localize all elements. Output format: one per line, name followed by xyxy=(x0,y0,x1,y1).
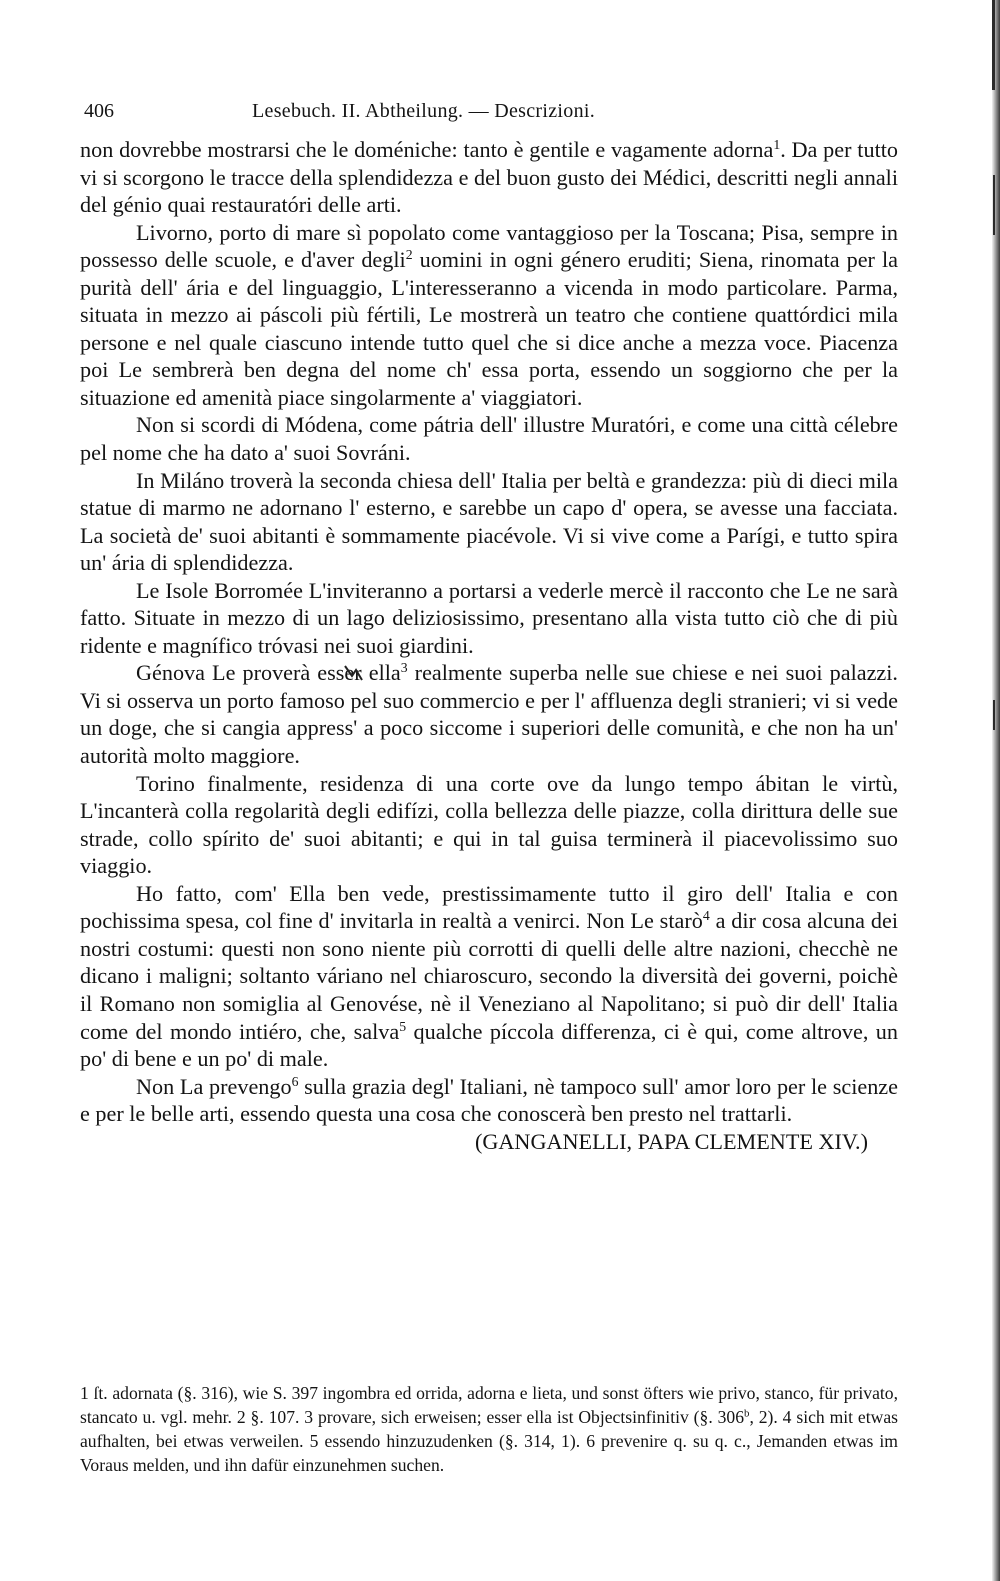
text-run: uomini in ogni género eruditi; Siena, rinomata per la purità dell' ária e del linguaggio, L'interesseranno a vicenda in modo particolare. Parma, situata in mezzo ai páscoli più fértili, Le mostrerà un teatro che contiene quattórdici mila persone e nel quale ciascuno intende tutto quel che si dice anche a mezza voce. Piacenza poi Le sembrerà ben degna del nome ch' essa porta, essendo un soggiorno che per la situazione ed amenità piace singolarmente a' viaggiatori. xyxy=(80,247,899,410)
text-run: Non si scordi di Módena, come pátria dell' illustre Muratóri, e come una città célebre pel nome che ha dato a' suoi Sovráni. xyxy=(80,412,898,466)
footnote-ref: 3 xyxy=(400,660,408,676)
body-text xyxy=(80,136,898,1155)
footnote-ref: 5 xyxy=(399,1018,407,1034)
page-number: 406 xyxy=(84,100,114,122)
footnote-ref: 6 xyxy=(291,1073,299,1089)
text-run: qualche píccola differenza, ci è qui, come altrove, un po' di bene e un po' di male. xyxy=(80,1018,898,1072)
text-run: Le Isole Borromée L'inviteranno a portarsi a vederle mercè il racconto che Le ne sarà fatto. Situate in mezzo di un lago deliziosissimo, presentano alla vista tutto ciò che di più ridente e magnífico tróvasi nei suoi giardini. xyxy=(80,577,898,658)
paragraph-list xyxy=(80,136,898,1128)
text-run: Torino finalmente, residenza di una corte ove da lungo tempo ábitan le virtù, L'incanterà colla regolarità degli edifízi, colla bellezza delle piazze, colla dirittura delle sue strade, collo spírito de' suoi abitanti; e qui in tal guisa terminerà il piacevolissimo suo viaggio. xyxy=(80,770,898,879)
text-run: Non La prevengo xyxy=(136,1073,292,1099)
text-run: sulla grazia degl' Italiani, nè tampoco sull' amor loro per le scienze e per le belle arti, essendo questa una cosa che conoscerà ben presto nel trattarli. xyxy=(80,1073,898,1127)
page-header xyxy=(84,96,904,126)
margin-mark xyxy=(993,175,995,235)
page-edge-shadow xyxy=(992,0,1000,1581)
margin-mark xyxy=(992,0,995,90)
margin-mark xyxy=(993,700,995,730)
footnote-ref: 4 xyxy=(702,908,710,924)
paragraph xyxy=(80,219,898,412)
text-run: In Miláno troverà la seconda chiesa dell' Italia per beltà e grandezza: più di dieci mila statue di marmo ne adornano l' esterno, e sarebbe un capo d' opera, se avesse una facciata. La società de' suoi abitanti è sommamente piacévole. Vi si vive come a Parígi, e tutto spira un' ária di splendidezza. xyxy=(80,467,898,576)
paragraph xyxy=(80,770,898,880)
text-run: realmente superba nelle sue chiese e nei suoi palazzi. Vi si osserva un porto famoso pel suo commercio e per l' affluenza degli stranieri; vi si vede un doge, che si cangia appress' a poco siccome i superiori delle comunità, e che non ha un' autorità molto maggiore. xyxy=(80,660,898,769)
footnotes xyxy=(80,1381,898,1477)
paragraph xyxy=(80,136,898,219)
text-run: 1 ſt. adornata (§. 316), wie S. 397 ingombra ed orrida, adorna e lieta, und sonst öfters wie privo, stanco, für privato, stancato u. vgl. mehr. 2 §. 107. 3 provare, sich erweisen; esser ella ist Objectsinfinitiv (§. 306 xyxy=(80,1383,898,1427)
text-run: non dovrebbe mostrarsi che le doméniche: tanto è gentile e vagamente adorna xyxy=(80,137,774,162)
pencil-check-mark xyxy=(342,662,366,682)
running-head: Lesebuch. II. Abtheilung. — Descrizioni. xyxy=(252,100,596,122)
text-run: a dir cosa alcuna dei nostri costumi: questi non sono niente più corrotti di quelli delle altre nazioni, checchè ne dicano i maligni; soltanto váriano nel chiaroscuro, secondo la diversità dei governi, poichè il Romano non somiglia al Genovése, nè il Veneziano al Napolitano; si può dir dell' Italia come del mondo intiéro, che, salva xyxy=(80,908,898,1044)
paragraph xyxy=(80,467,898,577)
paragraph xyxy=(80,659,898,769)
text-run: Livorno, porto di mare sì popolato come vantaggioso per la Toscana; Pisa, sempre in possesso delle scuole, e d'aver degli xyxy=(80,219,898,273)
paragraph xyxy=(80,411,898,466)
paragraph xyxy=(80,1073,898,1128)
footnote-ref: 1 xyxy=(773,136,781,152)
footnote-ref: b xyxy=(744,1407,750,1420)
text-run: , 2). 4 sich mit etwas aufhalten, bei etwas verweilen. 5 essendo hinzuzudenken (§. 314, 1). 6 prevenire q. su q. c., Jemanden etwas im Voraus melden, und ihn dafür einzunehmen suchen. xyxy=(80,1407,898,1475)
footnote xyxy=(80,1381,898,1477)
paragraph xyxy=(80,880,898,1073)
paragraph xyxy=(80,577,898,660)
text-run: . Da per tutto vi si scorgono le tracce della splendidezza e del buon gusto dei Médici, descritti negli annali del génio quai restauratóri delle arti. xyxy=(80,137,898,218)
footnote-ref: 2 xyxy=(405,246,413,262)
author-signature: (GANGANELLI, PAPA CLEMENTE XIV.) xyxy=(474,1128,868,1154)
text-run: Ho fatto, com' Ella ben vede, prestissimamente tutto il giro dell' Italia e con pochissima spesa, col fine d' invitarla in realtà a venirci. Non Le starò xyxy=(80,880,898,934)
text-run: Génova Le proverà esser ella xyxy=(136,660,401,686)
